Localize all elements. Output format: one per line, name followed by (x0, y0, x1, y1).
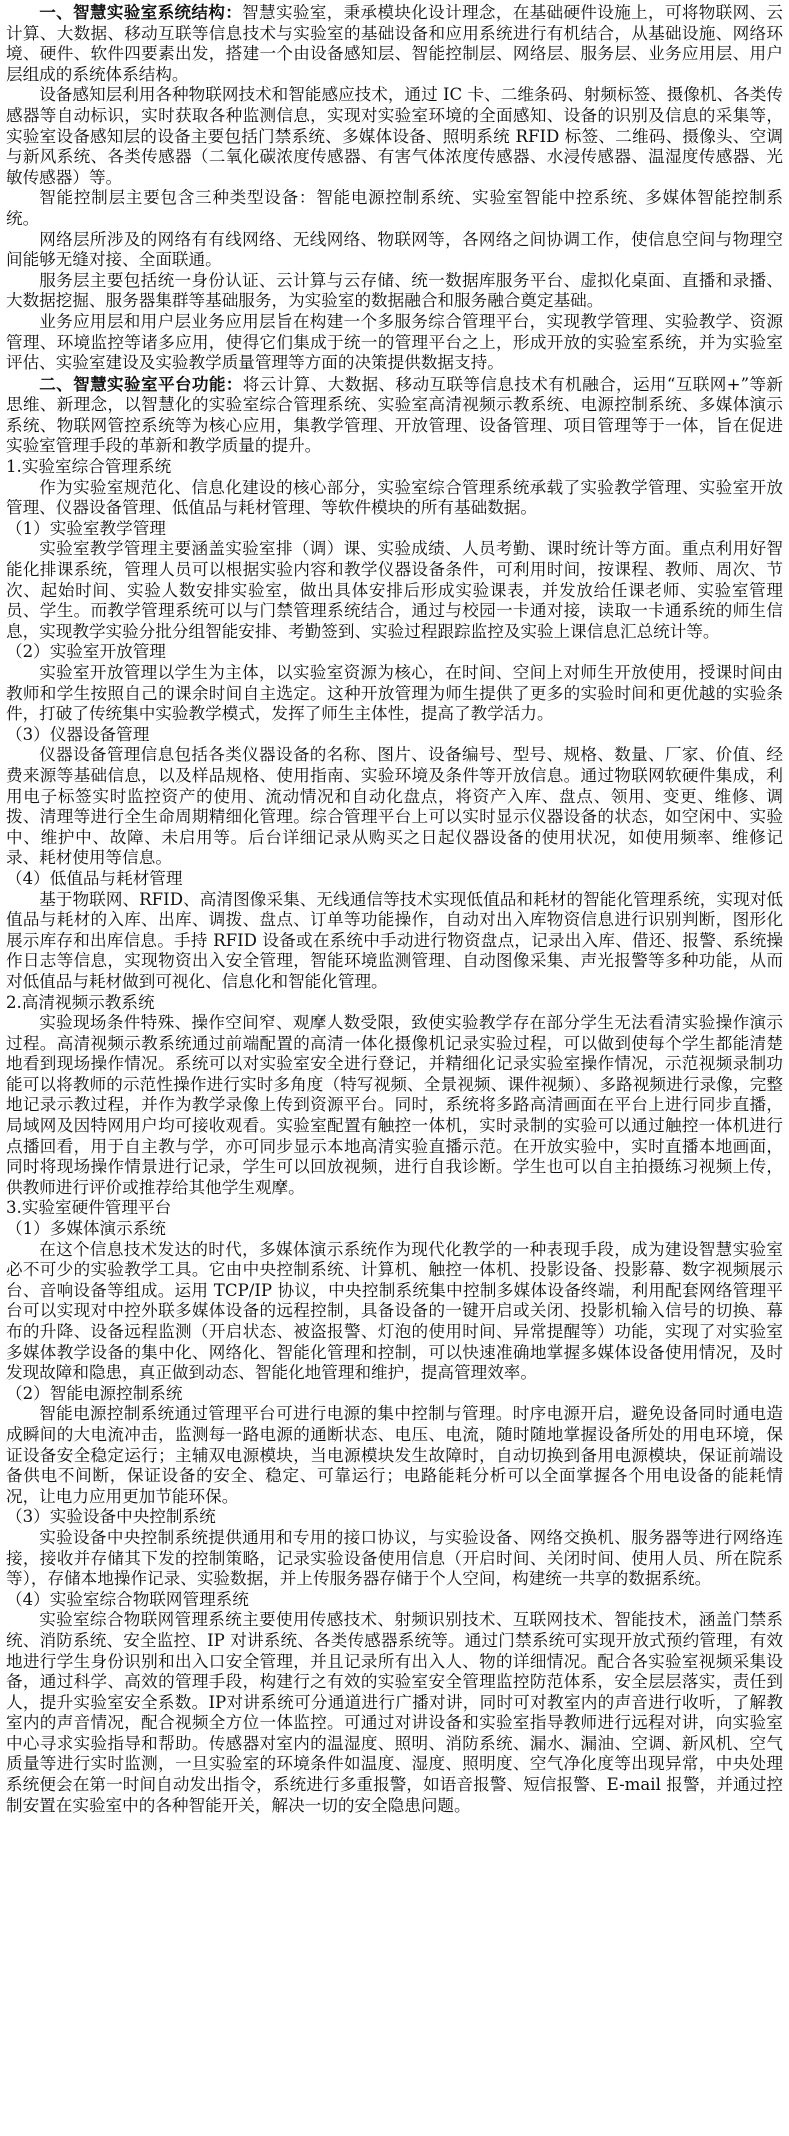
section-3-3-paragraph: 实验设备中央控制系统提供通用和专用的接口协议，与实验设备、网络交换机、服务器等进行网络连接，接收并存储其下发的控制策略，记录实验设备使用信息（开启时间、关闭时间、使用人员、所在院系等），存储本地操作记录、实验数据，并上传服务器存储于个人空间，构建统一共享的数据系统。 (6, 1527, 783, 1589)
section-1-paragraph: 作为实验室规范化、信息化建设的核心部分，实验室综合管理系统承载了实验教学管理、实验室开放管理、仪器设备管理、低值品与耗材管理、等软件模块的所有基础数据。 (6, 477, 783, 518)
service-layer-paragraph: 服务层主要包括统一身份认证、云计算与云存储、统一数据库服务平台、虚拟化桌面、直播和录播、大数据挖掘、服务器集群等基础服务，为实验室的数据融合和服务融合奠定基础。 (6, 270, 783, 311)
section-1-4-heading: （4）低值品与耗材管理 (6, 868, 183, 888)
application-layer-paragraph: 业务应用层和用户层业务应用层旨在构建一个多服务综合管理平台，实现教学管理、实验教学、资源管理、环境监控等诸多应用，使得它们集成于统一的管理平台之上，形成开放的实验室系统，并为实验室评估、实验室建设及实验教学质量管理等方面的决策提供数据支持。 (6, 311, 783, 373)
network-layer-paragraph: 网络层所涉及的网络有有线网络、无线网络、物联网等，各网络之间协调工作，使信息空间与物理空间能够无缝对接、全面联通。 (6, 229, 783, 270)
section-1-heading: 1.实验室综合管理系统 (6, 457, 172, 477)
section-3-1-heading: （1）多媒体演示系统 (6, 1219, 166, 1239)
section-1-2-heading: （2）实验室开放管理 (6, 642, 166, 662)
section-3-3-heading: （3）实验设备中央控制系统 (6, 1507, 216, 1527)
structure-paragraph (6, 2, 783, 85)
section-3-4-heading: （4）实验室综合物联网管理系统 (6, 1589, 249, 1609)
perception-layer-paragraph: 设备感知层利用各种物联网技术和智能感应技术，通过 IC 卡、二维条码、射频标签、摄像机、各类传感器等自动标识，实时获取各种监测信息，实现对实验室环境的全面感知、设备的识别及信息的采集等，实验室设备感知层的设备主要包括门禁系统、多媒体设备、照明系统 RFID 标签、二维码、摄像头、空调与新风系统、各类传感器（二氧化碳浓度传感器、有害气体浓度传感器、水浸传感器、温湿度传感器、光敏传感器）等。 (6, 85, 783, 187)
section-2-heading: 2.高清视频示教系统 (6, 992, 155, 1012)
control-layer-paragraph: 智能控制层主要包含三种类型设备：智能电源控制系统、实验室智能中控系统、多媒体智能控制系统。 (6, 188, 783, 228)
section-3-heading: 3.实验室硬件管理平台 (6, 1198, 172, 1218)
platform-heading: 二、智慧实验室平台功能： (39, 373, 243, 394)
section-1-2-paragraph: 实验室开放管理以学生为主体，以实验室资源为核心，在时间、空间上对师生开放使用，授课时间由教师和学生按照自己的课余时间自主选定。这种开放管理为师生提供了更多的实验时间和更优越的实验条件，打破了传统集中实验教学模式，发挥了师生主体性，提高了教学活力。 (6, 663, 783, 724)
section-1-3-paragraph: 仪器设备管理信息包括各类仪器设备的名称、图片、设备编号、型号、规格、数量、厂家、价值、经费来源等基础信息，以及样品规格、使用指南、实验环境及条件等开放信息。通过物联网软硬件集成，利用电子标签实时监控资产的使用、流动情况和自动化盘点，将资产入库、盘点、领用、变更、维修、调拨、清理等进行全生命周期精细化管理。综合管理平台上可以实时显示仪器设备的状态，如空闲中、实验中、维护中、故障、未启用等。后台详细记录从购买之日起仪器设备的使用状况，如使用频率、维修记录、耗材使用等信息。 (6, 745, 783, 868)
section-1-3-heading: （3）仪器设备管理 (6, 724, 150, 744)
structure-intro-text: 智慧实验室，秉承模块化设计理念，在基础硬件设施上，可将物联网、云计算、大数据、移动互联等信息技术与实验室的基础设备和应用系统进行有机结合，从基础设施、网络环境、硬件、软件四要素出发，搭建一个由设备感知层、智能控制层、网络层、服务层、业务应用层、用户层组成的系统体系结构。 (6, 3, 784, 84)
section-3-2-paragraph: 智能电源控制系统通过管理平台可进行电源的集中控制与管理。时序电源开启，避免设备同时通电造成瞬间的大电流冲击，监测每一路电源的通断状态、电压、电流，随时随地掌握设备所处的用电环境，保证设备安全稳定运行；主辅双电源模块，当电源模块发生故障时，自动切换到备用电源模块，保证前端设备供电不间断，保证设备的安全、稳定、可靠运行；电路能耗分析可以全面掌握各个用电设备的能耗情况，让电力应用更加节能环保。 (6, 1404, 783, 1506)
platform-intro-text: 将云计算、大数据、移动互联等信息技术有机融合，运用“互联网+”等新思维、新理念，以智慧化的实验室综合管理系统、实验室高清视频示教系统、电源控制系统、多媒体演示系统、物联网管控系统等为核心应用，集教学管理、开放管理、设备管理、项目管理等于一体，旨在促进实验室管理手段的革新和教学质量的提升。 (6, 374, 783, 456)
section-2-paragraph: 实验现场条件特殊、操作空间窄、观摩人数受限，致使实验教学存在部分学生无法看清实验操作演示过程。高清视频示教系统通过前端配置的高清一体化摄像机记录实验过程，可以做到使每个学生都能清楚地看到现场操作情况。系统可以对实验室安全进行登记，并精细化记录实验室操作情况，示范视频录制功能可以将教师的示范性操作进行实时多角度（特写视频、全景视频、课件视频）、多路视频进行录像，完整地记录示教过程，并作为教学录像上传到资源平台。同时，系统将多路高清画面在平台上进行同步直播，局域网及因特网用户均可接收观看。实验室配置有触控一体机，实时录制的实验可以通过触控一体机进行点播回看，用于自主教与学，亦可同步显示本地高清实验直播示范。在开放实验中，实时直播本地画面，同时将现场操作情景进行记录，学生可以回放视频，进行自我诊断。学生也可以自主拍摄练习视频上传，供教师进行评价或推荐给其他学生观摩。 (6, 1013, 783, 1197)
section-3-1-paragraph: 在这个信息技术发达的时代，多媒体演示系统作为现代化教学的一种表现手段，成为建设智慧实验室必不可少的实验教学工具。它由中央控制系统、计算机、触控一体机、投影设备、投影幕、数字视频展示台、音响设备等组成。运用 TCP/IP 协议，中央控制系统集中控制多媒体设备终端，利用配套网络管理平台可以实现对中控外联多媒体设备的远程控制，具备设备的一键开启或关闭、投影机输入信号的切换、幕布的升降、设备远程监测（开启状态、被盗报警、灯泡的使用时间、异常提醒等）功能，实现了对实验室多媒体教学设备的集中化、网络化、智能化管理和控制，可以快速准确地掌握多媒体设备使用情况，及时发现故障和隐患，真正做到动态、智能化地管理和维护，提高管理效率。 (6, 1239, 783, 1383)
section-1-1-paragraph: 实验室教学管理主要涵盖实验室排（调）课、实验成绩、人员考勤、课时统计等方面。重点利用好智能化排课系统，管理人员可以根据实验内容和教学仪器设备条件，可利用时间，按课程、教师、周次、节次、起始时间、实验人数安排实验室，做出具体安排后形成实验课表，并发放给任课老师、实验室管理员、学生。而教学管理系统可以与门禁管理系统结合，通过与校园一卡通对接，读取一卡通系统的师生信息，实现教学实验分批分组智能安排、考勤签到、实验过程跟踪监控及实验上课信息汇总统计等。 (6, 539, 783, 641)
section-3-2-heading: （2）智能电源控制系统 (6, 1383, 183, 1403)
section-3-4-paragraph: 实验室综合物联网管理系统主要使用传感技术、射频识别技术、互联网技术、智能技术，涵盖门禁系统、消防系统、安全监控、IP 对讲系统、各类传感器系统等。通过门禁系统可实现开放式预约管理，有效地进行学生身份识别和出入口安全管理，并且记录所有出入人、物的详细情况。配合各实验室视频采集设备，通过科学、高效的管理手段，构建行之有效的实验室安全管理监控防范体系，安全层层落实，责任到人，提升实验室安全系数。IP对讲系统可分通道进行广播对讲，同时可对教室内的声音进行收听，了解教室内的声音情况，配合视频全方位一体监控。可通过对讲设备和实验室指导教师进行远程对讲，向实验室中心寻求实验指导和帮助。传感器对室内的温湿度、照明、消防系统、漏水、漏油、空调、新风机、空气质量等进行实时监测，一旦实验室的环境条件如温度、湿度、照明度、空气净化度等出现异常，中央处理系统便会在第一时间自动发出指令，系统进行多重报警，如语音报警、短信报警、E-mail 报警，并通过控制安置在实验室中的各种智能开关，解决一切的安全隐患问题。 (6, 1610, 783, 1815)
structure-heading: 一、智慧实验室系统结构： (39, 2, 243, 22)
platform-paragraph (6, 374, 783, 457)
section-1-1-heading: （1）实验室教学管理 (6, 518, 166, 538)
section-1-4-paragraph: 基于物联网、RFID、高清图像采集、无线通信等技术实现低值品和耗材的智能化管理系统，实现对低值品与耗材的入库、出库、调拨、盘点、订单等功能操作，自动对出入库物资信息进行识别判断，图形化展示库存和出库信息。手持 RFID 设备或在系统中手动进行物资盘点，记录出入库、借还、报警、系统操作日志等信息，实现物资出入安全管理，智能环境监测管理、自动图像采集、声光报警等多种功能，从而对低值品与耗材做到可视化、信息化和智能化管理。 (6, 889, 783, 991)
